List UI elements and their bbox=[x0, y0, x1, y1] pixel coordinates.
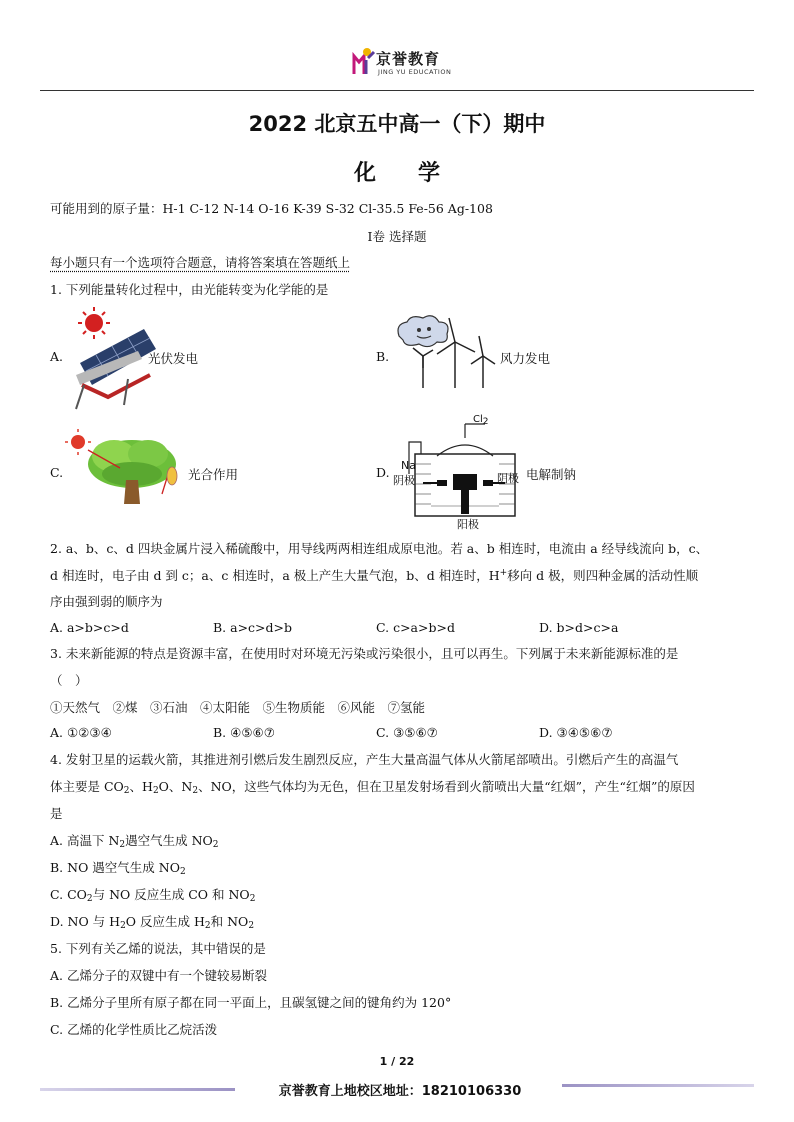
q1-option-b-letter: B. bbox=[376, 349, 390, 364]
tree-photosynthesis-icon bbox=[64, 428, 186, 508]
question-2-line-3: 序由强到弱的顺序为 bbox=[50, 594, 163, 609]
na-label: Na bbox=[401, 459, 416, 472]
section-heading: I卷 选择题 bbox=[367, 229, 427, 244]
question-1-stem: 1. 下列能量转化过程中，由光能转变为化学能的是 bbox=[50, 282, 329, 297]
q5-option-c: C. 乙烯的化学性质比乙烷活泼 bbox=[50, 1022, 218, 1037]
q1-option-b-label: 风力发电 bbox=[500, 351, 551, 366]
q3-option-a: A. ①②③④ bbox=[50, 725, 112, 740]
subject-title: 化学 bbox=[353, 161, 482, 186]
q3-option-c: C. ③⑤⑥⑦ bbox=[376, 725, 438, 740]
exam-title: 2022 北京五中高一（下）期中 bbox=[248, 112, 546, 136]
q1-option-a-label: 光伏发电 bbox=[148, 351, 199, 366]
q3-option-b: B. ④⑤⑥⑦ bbox=[213, 725, 275, 740]
logo-text: 京誉教育 bbox=[376, 50, 441, 68]
question-5-stem: 5. 下列有关乙烯的说法，其中错误的是 bbox=[50, 941, 266, 956]
page-number: 1 / 22 bbox=[379, 1055, 415, 1068]
anode-label: 阳极 bbox=[457, 518, 479, 531]
cl2-label: $Cl_2$ bbox=[473, 414, 489, 427]
q1-option-d-label: 电解制钠 bbox=[526, 467, 577, 482]
logo-subtext: JING YU EDUCATION bbox=[378, 68, 452, 76]
question-4-line-1: 4. 发射卫星的运载火箭，其推进剂引燃后发生剧烈反应，产生大量高温气体从火箭尾部喷出。引燃后产生的高温气 bbox=[50, 752, 679, 767]
footer-bar-right bbox=[562, 1084, 754, 1087]
logo-mark-icon bbox=[352, 46, 376, 76]
atomic-masses: 可能用到的原子量：H-1 C-12 N-14 O-16 K-39 S-32 Cl-35.5 Fe-56 Ag-108 bbox=[50, 201, 493, 216]
q1-option-a-letter: A. bbox=[50, 349, 64, 364]
q2-option-a: A. a>b>c>d bbox=[50, 620, 129, 635]
electrolysis-diagram bbox=[393, 414, 523, 532]
question-4-line-2: 体主要是 $CO_2$、$H_2O$、$N_2$、NO，这些气体均为无色，但在卫星发射场看到火箭喷出大量“红烟”，产生“红烟”的原因 bbox=[50, 779, 695, 796]
footer-bar-left bbox=[40, 1088, 235, 1091]
wind-turbine-icon bbox=[393, 312, 498, 390]
q5-option-a: A. 乙烯分子的双键中有一个键较易断裂 bbox=[50, 968, 267, 983]
logo bbox=[352, 44, 452, 80]
q2-option-c: C. c>a>b>d bbox=[376, 620, 455, 635]
question-2-line-1: 2. a、b、c、d 四块金属片浸入稀硫酸中，用导线两两相连组成原电池。若 a、b 相连时，电流由 a 经导线流向 b，c、 bbox=[50, 541, 709, 556]
header-divider bbox=[40, 90, 754, 91]
footer-address: 京誉教育上地校区地址：18210106330 bbox=[278, 1084, 522, 1099]
solar-panel-icon bbox=[68, 305, 158, 410]
question-3-line-1: 3. 未来新能源的特点是资源丰富，在使用时对环境无污染或污染很小，且可以再生。下列属于未来新能源标准的是 bbox=[50, 646, 679, 661]
cathode-right-label: 阴极 bbox=[497, 472, 519, 485]
q2-option-d: D. b>d>c>a bbox=[539, 620, 619, 635]
q1-option-d-letter: D. bbox=[376, 465, 390, 480]
q4-option-b: B. NO 遇空气生成 $NO_2$ bbox=[50, 860, 186, 877]
q4-option-c: C. $CO_2$与 NO 反应生成 CO 和 $NO_2$ bbox=[50, 887, 256, 904]
q2-option-b: B. a>c>d>b bbox=[213, 620, 293, 635]
q1-option-c-label: 光合作用 bbox=[188, 467, 239, 482]
q4-option-d: D. NO 与 $H_2O$ 反应生成 $H_2$和 $NO_2$ bbox=[50, 914, 255, 931]
question-2-line-2: d 相连时，电子由 d 到 c；a、c 相连时，a 极上产生大量气泡，b、d 相连时，H+移向 d 极，则四种金属的活动性顺 bbox=[50, 567, 699, 583]
q1-option-c-letter: C. bbox=[50, 465, 64, 480]
q3-option-d: D. ③④⑤⑥⑦ bbox=[539, 725, 613, 740]
cathode-left-label: 阴极 bbox=[393, 474, 415, 487]
question-4-line-3: 是 bbox=[50, 806, 63, 821]
q4-option-a: A. 高温下 $N_2$遇空气生成 $NO_2$ bbox=[50, 833, 219, 850]
question-3-line-2: （ ） bbox=[50, 673, 88, 688]
q5-option-b: B. 乙烯分子里所有原子都在同一平面上，且碳氢键之间的键角约为 120° bbox=[50, 995, 452, 1010]
question-3-items: ①天然气 ②煤 ③石油 ④太阳能 ⑤生物质能 ⑥风能 ⑦氢能 bbox=[50, 700, 426, 715]
instruction: 每小题只有一个选项符合题意，请将答案填在答题纸上 bbox=[50, 255, 351, 270]
